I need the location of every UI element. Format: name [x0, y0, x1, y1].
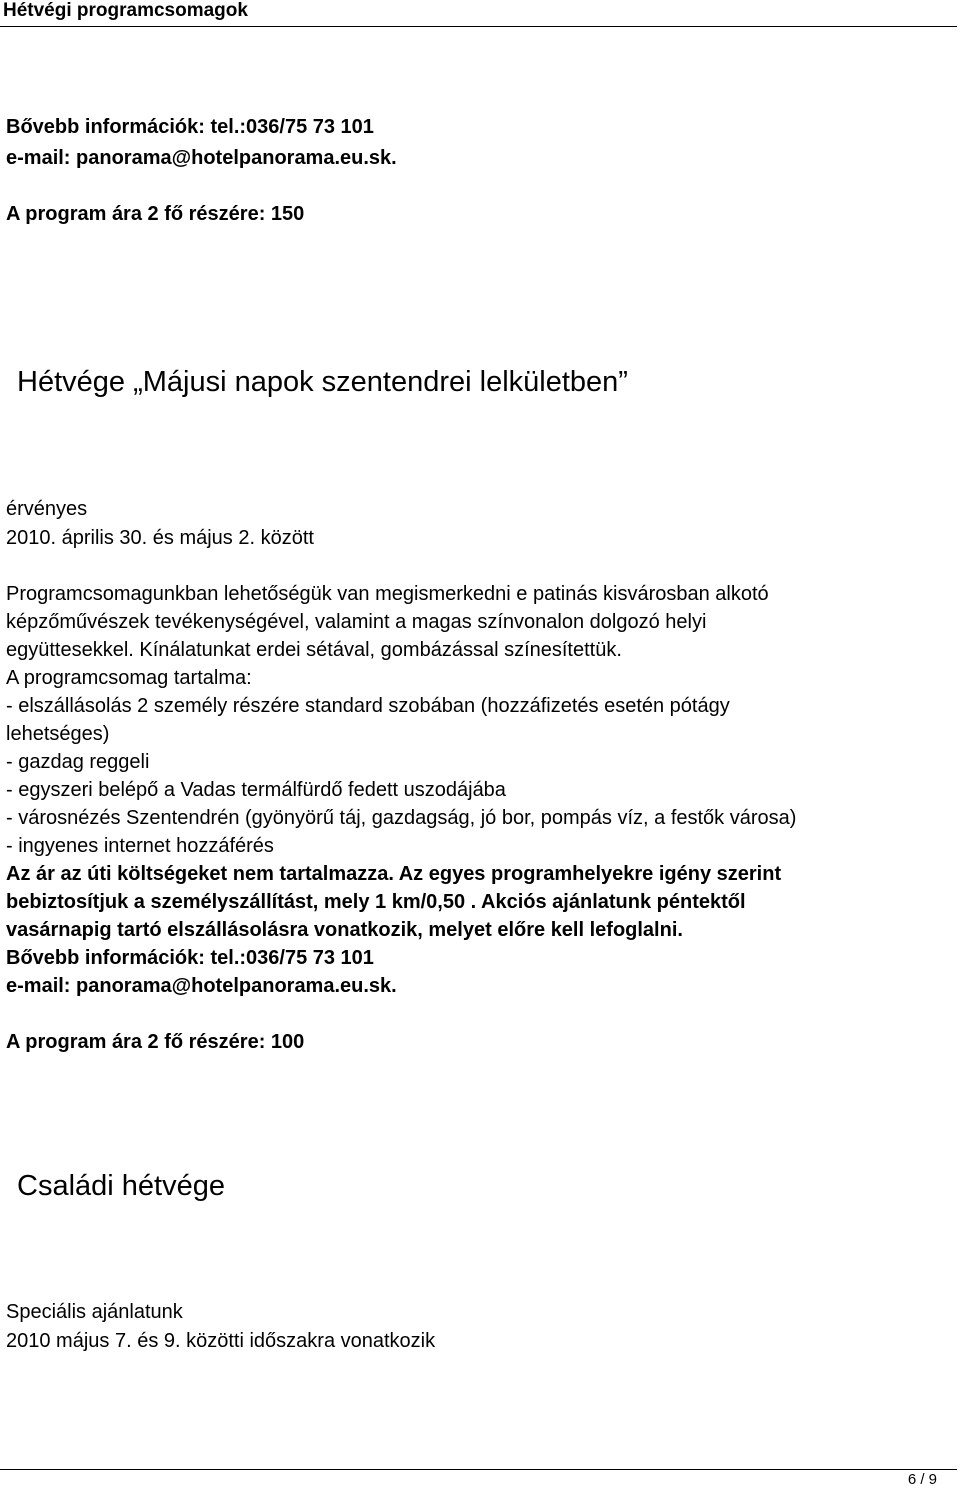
contents-item: lehetséges) — [6, 723, 110, 745]
contact-info-line: Bővebb információk: tel.:036/75 73 101 — [6, 947, 374, 969]
price-line: A program ára 2 fő részére: 150 — [6, 203, 305, 225]
special-offer-label: Speciális ajánlatunk — [6, 1301, 183, 1323]
page-number: 6 / 9 — [907, 1471, 937, 1488]
family-weekend-title: Családi hétvége — [17, 1170, 225, 1202]
intro-line: együttesekkel. Kínálatunkat erdei sétával, gombázással színesítettük. — [6, 639, 622, 661]
header-title: Hétvégi programcsomagok — [3, 0, 248, 21]
notes-line: Az ár az úti költségeket nem tartalmazza. Az egyes programhelyekre igény szerint — [6, 863, 782, 885]
contents-item: - városnézés Szentendrén (gyönyörű táj, gazdagság, jó bor, pompás víz, a festők városa) — [6, 807, 797, 829]
page-header — [0, 0, 957, 27]
contact-info-line: Bővebb információk: tel.:036/75 73 101 — [6, 116, 374, 138]
notes-line: bebiztosítjuk a személyszállítást, mely 1 km/0,50 . Akciós ajánlatunk péntektől — [6, 891, 746, 913]
price-line: A program ára 2 fő részére: 100 — [6, 1031, 305, 1053]
contact-email-line: e-mail: panorama@hotelpanorama.eu.sk. — [6, 975, 397, 997]
contents-item: - ingyenes internet hozzáférés — [6, 835, 274, 857]
page-footer — [0, 1469, 957, 1488]
contents-item: - egyszeri belépő a Vadas termálfürdő fedett uszodájába — [6, 779, 506, 801]
valid-label: érvényes — [6, 498, 88, 520]
contents-item: - elszállásolás 2 személy részére standard szobában (hozzáfizetés esetén pótágy — [6, 695, 730, 717]
contents-label: A programcsomag tartalma: — [6, 667, 252, 689]
contents-item: - gazdag reggeli — [6, 751, 150, 773]
valid-dates: 2010. április 30. és május 2. között — [6, 527, 314, 549]
intro-line: Programcsomagunkban lehetőségük van megismerkedni e patinás kisvárosban alkotó — [6, 583, 769, 605]
special-offer-dates: 2010 május 7. és 9. közötti időszakra vonatkozik — [6, 1330, 436, 1352]
contact-email-line: e-mail: panorama@hotelpanorama.eu.sk. — [6, 147, 397, 169]
intro-line: képzőművészek tevékenységével, valamint a magas színvonalon dolgozó helyi — [6, 611, 707, 633]
package-title: Hétvége „Májusi napok szentendrei lelkületben” — [17, 366, 628, 398]
notes-line: vasárnapig tartó elszállásolásra vonatkozik, melyet előre kell lefoglalni. — [6, 919, 683, 941]
